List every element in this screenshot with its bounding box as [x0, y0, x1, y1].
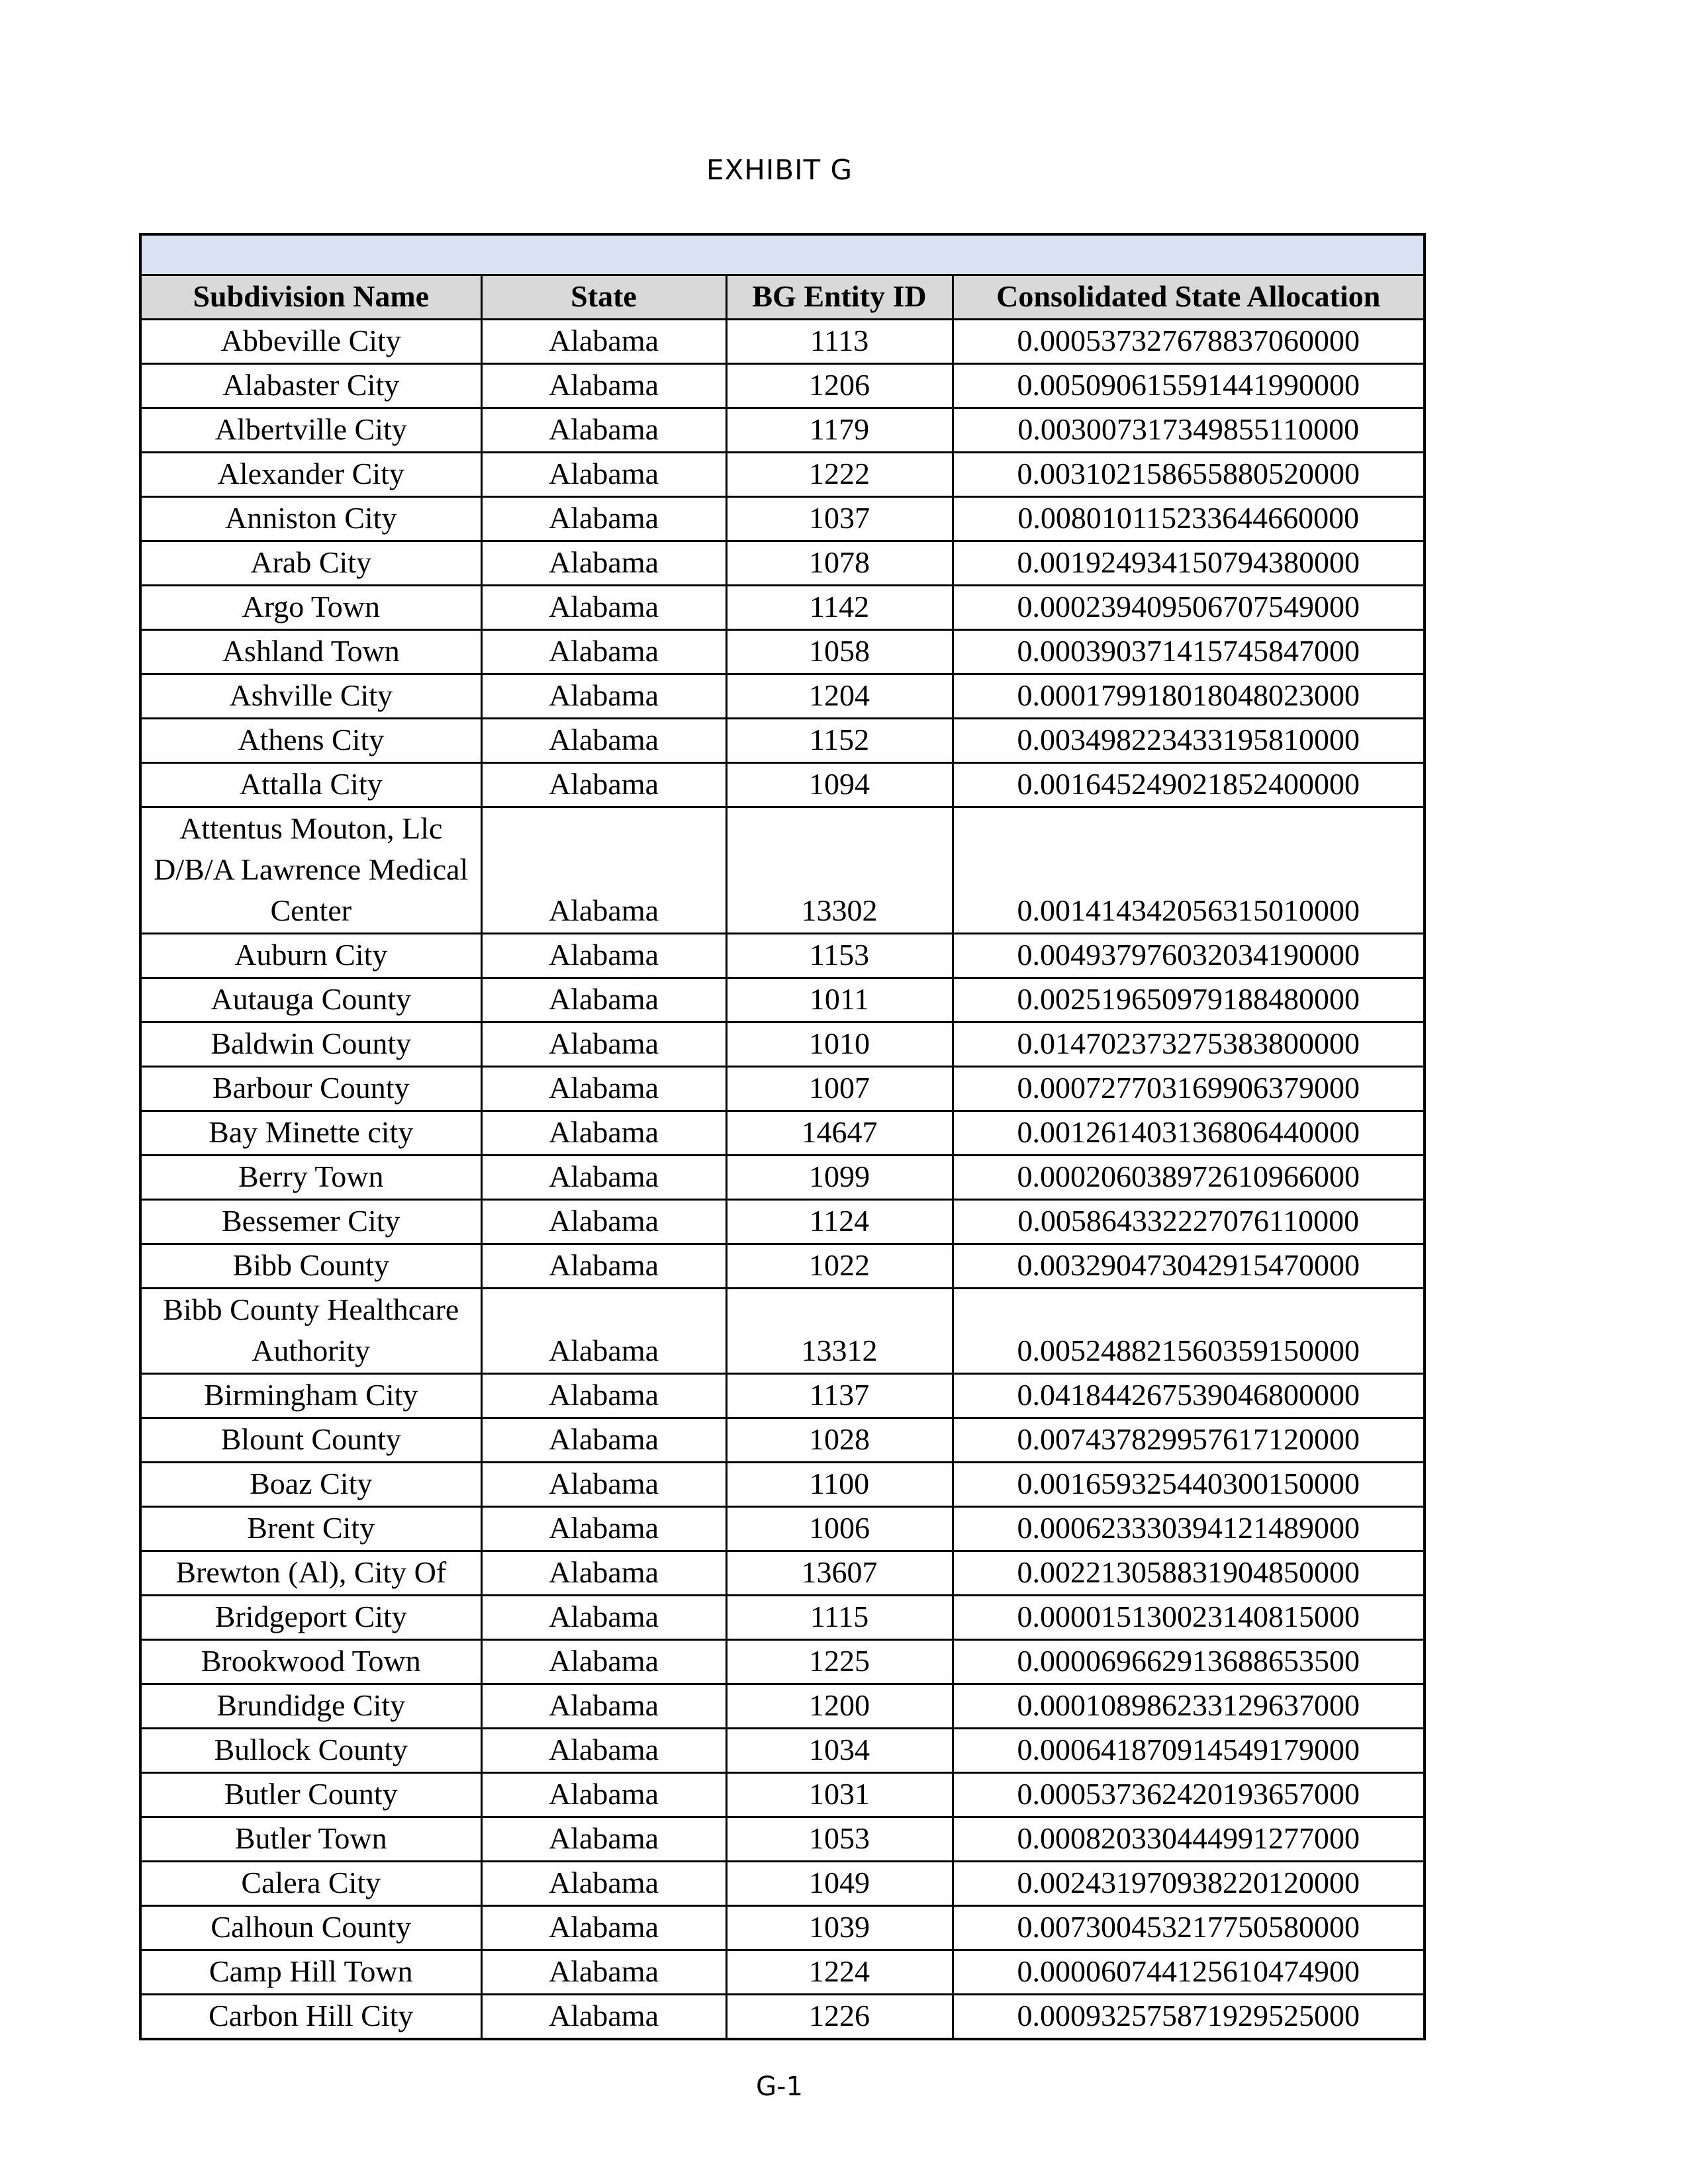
state-cell: Alabama — [481, 1463, 726, 1507]
bg-entity-id-cell: 1034 — [726, 1729, 953, 1773]
state-cell: Alabama — [481, 497, 726, 541]
table-row — [140, 1067, 1425, 1111]
bg-entity-id-cell: 1031 — [726, 1773, 953, 1817]
bg-entity-id-cell: 1224 — [726, 1950, 953, 1995]
table-row — [140, 364, 1425, 408]
subdivision-name-cell: Bay Minette city — [140, 1111, 481, 1156]
bg-entity-id-cell: 1124 — [726, 1200, 953, 1244]
table-row — [140, 1507, 1425, 1551]
subdivision-name-cell: Berry Town — [140, 1156, 481, 1200]
state-cell: Alabama — [481, 586, 726, 630]
allocation-table — [139, 233, 1426, 2040]
allocation-cell: 0.003102158655880520000 — [953, 453, 1425, 497]
subdivision-name-cell: Auburn City — [140, 934, 481, 978]
subdivision-name-cell: Baldwin County — [140, 1023, 481, 1067]
table-row — [140, 934, 1425, 978]
subdivision-name-cell: Barbour County — [140, 1067, 481, 1111]
state-cell: Alabama — [481, 1289, 726, 1374]
bg-entity-id-cell: 1113 — [726, 320, 953, 364]
state-cell: Alabama — [481, 1862, 726, 1906]
table-row — [140, 1244, 1425, 1289]
subdivision-name-cell: Anniston City — [140, 497, 481, 541]
subdivision-name-cell: Brewton (Al), City Of — [140, 1551, 481, 1596]
bg-entity-id-cell: 1225 — [726, 1640, 953, 1684]
table-row — [140, 807, 1425, 934]
bg-entity-id-cell: 1226 — [726, 1995, 953, 2040]
allocation-cell: 0.000179918018048023000 — [953, 674, 1425, 719]
table-header-row — [140, 275, 1425, 320]
state-cell: Alabama — [481, 453, 726, 497]
table-row — [140, 1817, 1425, 1862]
table-row — [140, 1862, 1425, 1906]
bg-entity-id-cell: 1010 — [726, 1023, 953, 1067]
state-cell: Alabama — [481, 1817, 726, 1862]
table-row — [140, 630, 1425, 674]
allocation-cell: 0.000820330444991277000 — [953, 1817, 1425, 1862]
state-cell: Alabama — [481, 1729, 726, 1773]
subdivision-name-cell: Bessemer City — [140, 1200, 481, 1244]
table-row — [140, 1156, 1425, 1200]
table-row — [140, 1023, 1425, 1067]
allocation-cell: 0.005090615591441990000 — [953, 364, 1425, 408]
table-row — [140, 1289, 1425, 1374]
table-body — [140, 320, 1425, 2040]
table-row — [140, 1551, 1425, 1596]
bg-entity-id-cell: 1058 — [726, 630, 953, 674]
table-row — [140, 1463, 1425, 1507]
state-cell: Alabama — [481, 763, 726, 807]
subdivision-name-cell: Butler Town — [140, 1817, 481, 1862]
table-row — [140, 1640, 1425, 1684]
allocation-cell: 0.000537362420193657000 — [953, 1773, 1425, 1817]
allocation-cell: 0.001924934150794380000 — [953, 541, 1425, 586]
bg-entity-id-cell: 13302 — [726, 807, 953, 934]
allocation-cell: 0.001659325440300150000 — [953, 1463, 1425, 1507]
bg-entity-id-cell: 1206 — [726, 364, 953, 408]
subdivision-name-cell: Camp Hill Town — [140, 1950, 481, 1995]
subdivision-name-cell: Attentus Mouton, Llc D/B/A Lawrence Medical Center — [140, 807, 481, 934]
subdivision-name-cell: Alabaster City — [140, 364, 481, 408]
state-cell: Alabama — [481, 1773, 726, 1817]
bg-entity-id-cell: 1007 — [726, 1067, 953, 1111]
subdivision-name-cell: Blount County — [140, 1418, 481, 1463]
subdivision-name-cell: Ashland Town — [140, 630, 481, 674]
state-cell: Alabama — [481, 1067, 726, 1111]
allocation-cell: 0.041844267539046800000 — [953, 1374, 1425, 1418]
allocation-cell: 0.000932575871929525000 — [953, 1995, 1425, 2040]
bg-entity-id-cell: 1152 — [726, 719, 953, 763]
subdivision-name-cell: Calera City — [140, 1862, 481, 1906]
state-cell: Alabama — [481, 1244, 726, 1289]
table-row — [140, 320, 1425, 364]
allocation-cell: 0.001645249021852400000 — [953, 763, 1425, 807]
bg-entity-id-cell: 1049 — [726, 1862, 953, 1906]
allocation-cell: 0.003007317349855110000 — [953, 408, 1425, 453]
table-row — [140, 719, 1425, 763]
table-row — [140, 1418, 1425, 1463]
allocation-cell: 0.000641870914549179000 — [953, 1729, 1425, 1773]
subdivision-name-cell: Athens City — [140, 719, 481, 763]
state-cell: Alabama — [481, 364, 726, 408]
bg-entity-id-cell: 1204 — [726, 674, 953, 719]
state-cell: Alabama — [481, 630, 726, 674]
allocation-cell: 0.014702373275383800000 — [953, 1023, 1425, 1067]
state-cell: Alabama — [481, 1906, 726, 1950]
subdivision-name-cell: Ashville City — [140, 674, 481, 719]
page-number: G-1 — [756, 2071, 803, 2102]
allocation-cell: 0.007300453217750580000 — [953, 1906, 1425, 1950]
allocation-cell: 0.000108986233129637000 — [953, 1684, 1425, 1729]
allocation-cell: 0.000537327678837060000 — [953, 320, 1425, 364]
subdivision-name-cell: Bibb County Healthcare Authority — [140, 1289, 481, 1374]
allocation-cell: 0.003498223433195810000 — [953, 719, 1425, 763]
allocation-cell: 0.000623330394121489000 — [953, 1507, 1425, 1551]
column-header-state: State — [481, 275, 726, 320]
subdivision-name-cell: Butler County — [140, 1773, 481, 1817]
state-cell: Alabama — [481, 1995, 726, 2040]
table-row — [140, 1111, 1425, 1156]
bg-entity-id-cell: 1022 — [726, 1244, 953, 1289]
bg-entity-id-cell: 1011 — [726, 978, 953, 1023]
column-header-consolidated-state-allocation: Consolidated State Allocation — [953, 275, 1425, 320]
state-cell: Alabama — [481, 1418, 726, 1463]
table-row — [140, 453, 1425, 497]
state-cell: Alabama — [481, 1551, 726, 1596]
bg-entity-id-cell: 1100 — [726, 1463, 953, 1507]
state-cell: Alabama — [481, 978, 726, 1023]
subdivision-name-cell: Brent City — [140, 1507, 481, 1551]
bg-entity-id-cell: 1028 — [726, 1418, 953, 1463]
allocation-cell: 0.005864332227076110000 — [953, 1200, 1425, 1244]
bg-entity-id-cell: 1222 — [726, 453, 953, 497]
allocation-cell: 0.002431970938220120000 — [953, 1862, 1425, 1906]
state-cell: Alabama — [481, 1156, 726, 1200]
table-row — [140, 1906, 1425, 1950]
table-row — [140, 497, 1425, 541]
table-row — [140, 1684, 1425, 1729]
table-row — [140, 1773, 1425, 1817]
subdivision-name-cell: Brundidge City — [140, 1684, 481, 1729]
subdivision-name-cell: Bullock County — [140, 1729, 481, 1773]
column-header-bg-entity-id: BG Entity ID — [726, 275, 953, 320]
table-row — [140, 1950, 1425, 1995]
exhibit-title: EXHIBIT G — [706, 154, 853, 186]
bg-entity-id-cell: 1099 — [726, 1156, 953, 1200]
table-row — [140, 408, 1425, 453]
allocation-cell: 0.002213058831904850000 — [953, 1551, 1425, 1596]
subdivision-name-cell: Attalla City — [140, 763, 481, 807]
state-cell: Alabama — [481, 320, 726, 364]
allocation-cell: 0.004937976032034190000 — [953, 934, 1425, 978]
state-cell: Alabama — [481, 1200, 726, 1244]
state-cell: Alabama — [481, 1374, 726, 1418]
table-row — [140, 541, 1425, 586]
bg-entity-id-cell: 13607 — [726, 1551, 953, 1596]
subdivision-name-cell: Bridgeport City — [140, 1596, 481, 1640]
allocation-cell: 0.000069662913688653500 — [953, 1640, 1425, 1684]
subdivision-name-cell: Arab City — [140, 541, 481, 586]
bg-entity-id-cell: 1094 — [726, 763, 953, 807]
state-cell: Alabama — [481, 807, 726, 934]
allocation-cell: 0.001261403136806440000 — [953, 1111, 1425, 1156]
table-row — [140, 1200, 1425, 1244]
state-cell: Alabama — [481, 1684, 726, 1729]
state-cell: Alabama — [481, 1596, 726, 1640]
subdivision-name-cell: Calhoun County — [140, 1906, 481, 1950]
bg-entity-id-cell: 1200 — [726, 1684, 953, 1729]
table-row — [140, 978, 1425, 1023]
allocation-cell: 0.007437829957617120000 — [953, 1418, 1425, 1463]
bg-entity-id-cell: 1039 — [726, 1906, 953, 1950]
subdivision-name-cell: Boaz City — [140, 1463, 481, 1507]
table-row — [140, 763, 1425, 807]
table-banner-row — [140, 234, 1425, 275]
subdivision-name-cell: Carbon Hill City — [140, 1995, 481, 2040]
allocation-cell: 0.000206038972610966000 — [953, 1156, 1425, 1200]
allocation-cell: 0.000727703169906379000 — [953, 1067, 1425, 1111]
subdivision-name-cell: Autauga County — [140, 978, 481, 1023]
allocation-cell: 0.000015130023140815000 — [953, 1596, 1425, 1640]
subdivision-name-cell: Albertville City — [140, 408, 481, 453]
allocation-cell: 0.002519650979188480000 — [953, 978, 1425, 1023]
bg-entity-id-cell: 1137 — [726, 1374, 953, 1418]
subdivision-name-cell: Birmingham City — [140, 1374, 481, 1418]
subdivision-name-cell: Alexander City — [140, 453, 481, 497]
table-row — [140, 674, 1425, 719]
bg-entity-id-cell: 1179 — [726, 408, 953, 453]
state-cell: Alabama — [481, 1507, 726, 1551]
state-cell: Alabama — [481, 1640, 726, 1684]
subdivision-name-cell: Brookwood Town — [140, 1640, 481, 1684]
column-header-subdivision-name: Subdivision Name — [140, 275, 481, 320]
state-cell: Alabama — [481, 1111, 726, 1156]
bg-entity-id-cell: 1115 — [726, 1596, 953, 1640]
bg-entity-id-cell: 1142 — [726, 586, 953, 630]
state-cell: Alabama — [481, 408, 726, 453]
allocation-cell: 0.005248821560359150000 — [953, 1289, 1425, 1374]
table-row — [140, 1995, 1425, 2040]
state-cell: Alabama — [481, 541, 726, 586]
table-row — [140, 1374, 1425, 1418]
state-cell: Alabama — [481, 1950, 726, 1995]
bg-entity-id-cell: 1153 — [726, 934, 953, 978]
state-cell: Alabama — [481, 719, 726, 763]
bg-entity-id-cell: 1006 — [726, 1507, 953, 1551]
table-row — [140, 1729, 1425, 1773]
state-cell: Alabama — [481, 1023, 726, 1067]
subdivision-name-cell: Abbeville City — [140, 320, 481, 364]
bg-entity-id-cell: 1078 — [726, 541, 953, 586]
allocation-cell: 0.003290473042915470000 — [953, 1244, 1425, 1289]
bg-entity-id-cell: 13312 — [726, 1289, 953, 1374]
bg-entity-id-cell: 1037 — [726, 497, 953, 541]
table-row — [140, 586, 1425, 630]
state-cell: Alabama — [481, 674, 726, 719]
table-row — [140, 1596, 1425, 1640]
subdivision-name-cell: Argo Town — [140, 586, 481, 630]
subdivision-name-cell: Bibb County — [140, 1244, 481, 1289]
allocation-cell: 0.000390371415745847000 — [953, 630, 1425, 674]
allocation-cell: 0.000060744125610474900 — [953, 1950, 1425, 1995]
bg-entity-id-cell: 14647 — [726, 1111, 953, 1156]
allocation-cell: 0.001414342056315010000 — [953, 807, 1425, 934]
allocation-cell: 0.008010115233644660000 — [953, 497, 1425, 541]
allocation-cell: 0.000239409506707549000 — [953, 586, 1425, 630]
bg-entity-id-cell: 1053 — [726, 1817, 953, 1862]
state-cell: Alabama — [481, 934, 726, 978]
table-banner-cell — [140, 234, 1425, 275]
